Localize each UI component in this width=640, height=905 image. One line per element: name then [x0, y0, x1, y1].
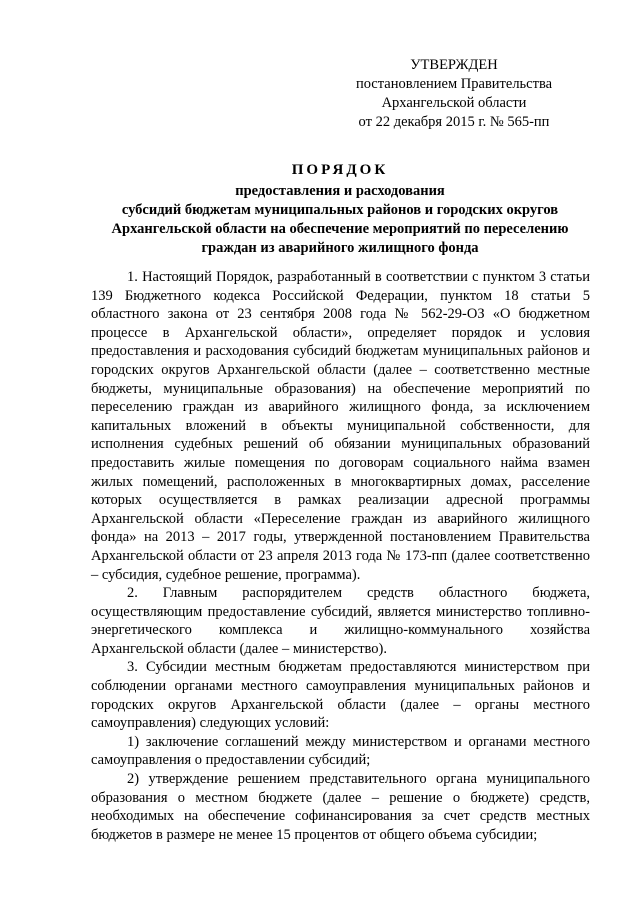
approval-decree: постановлением Правительства — [355, 76, 553, 92]
approval-date-number: от 22 декабря 2015 г. № 565-пп — [358, 114, 550, 130]
paragraph-3: 3. Субсидии местным бюджетам предоставляются министерством при соблюдении органами местного самоуправления муниципальных районов и городских округов Архангельской области (далее – органы местного самоуправления) следующих условий: — [91, 659, 590, 732]
document-title-block — [90, 160, 590, 258]
approval-stamp — [324, 56, 584, 132]
approval-heading: УТВЕРЖДЕН — [410, 57, 498, 73]
document-title: ПОРЯДОК — [291, 162, 389, 178]
subparagraph-2: 2) утверждение решением представительного органа муниципального образования о местном бюджете (далее – решение о бюджете) средств, необходимых на обеспечение софинансирования за счет средств местных бюджетов в размере не менее 15 процентов от общего объема субсидии; — [91, 771, 590, 843]
approval-region: Архангельской области — [381, 95, 527, 111]
document-body — [91, 268, 590, 844]
paragraph-2: 2. Главным распорядителем средств областного бюджета, осуществляющим предоставление субсидий, является министерство топливно-энергетического комплекса и жилищно-коммунального хозяйства Архангельской области (далее – министерство). — [91, 585, 590, 657]
subparagraph-1: 1) заключение соглашений между министерством и органами местного самоуправления о предоставлении субсидий; — [91, 733, 590, 769]
document-subtitle: предоставления и расходования субсидий бюджетам муниципальных районов и городских округов Архангельской области на обеспечение мероприятий по переселению граждан из аварийного жилищного фонда — [111, 183, 569, 256]
paragraph-1: 1. Настоящий Порядок, разработанный в соответствии с пунктом 3 статьи 139 Бюджетного кодекса Российской Федерации, пунктом 18 статьи 5 областного закона от 23 сентября 2008 года № 562-29-ОЗ «О бюджетном процессе в Архангельской области», определяет порядок и условия предоставления и расходования субсидий бюджетам муниципальных районов и городских округов Архангельской области (далее – соответственно местные бюджеты, муниципальные образования) на обеспечение мероприятий по переселению граждан из аварийного жилищного фонда, за исключением капитальных вложений в объекты муниципальной собственности, для исполнения судебных решений об обязании муниципальных образований предоставить жилые помещения по договорам социального найма взамен жилых помещений, расположенных в многоквартирных домах, расселение которых осуществляется в рамках реализации адресной программы Архангельской области «Переселение граждан из аварийного жилищного фонда» на 2013 – 2017 годы, утвержденной постановлением Правительства Архангельской области от 23 апреля 2013 года № 173-пп (далее соответственно – субсидия, судебное решение, программа). — [91, 269, 590, 583]
